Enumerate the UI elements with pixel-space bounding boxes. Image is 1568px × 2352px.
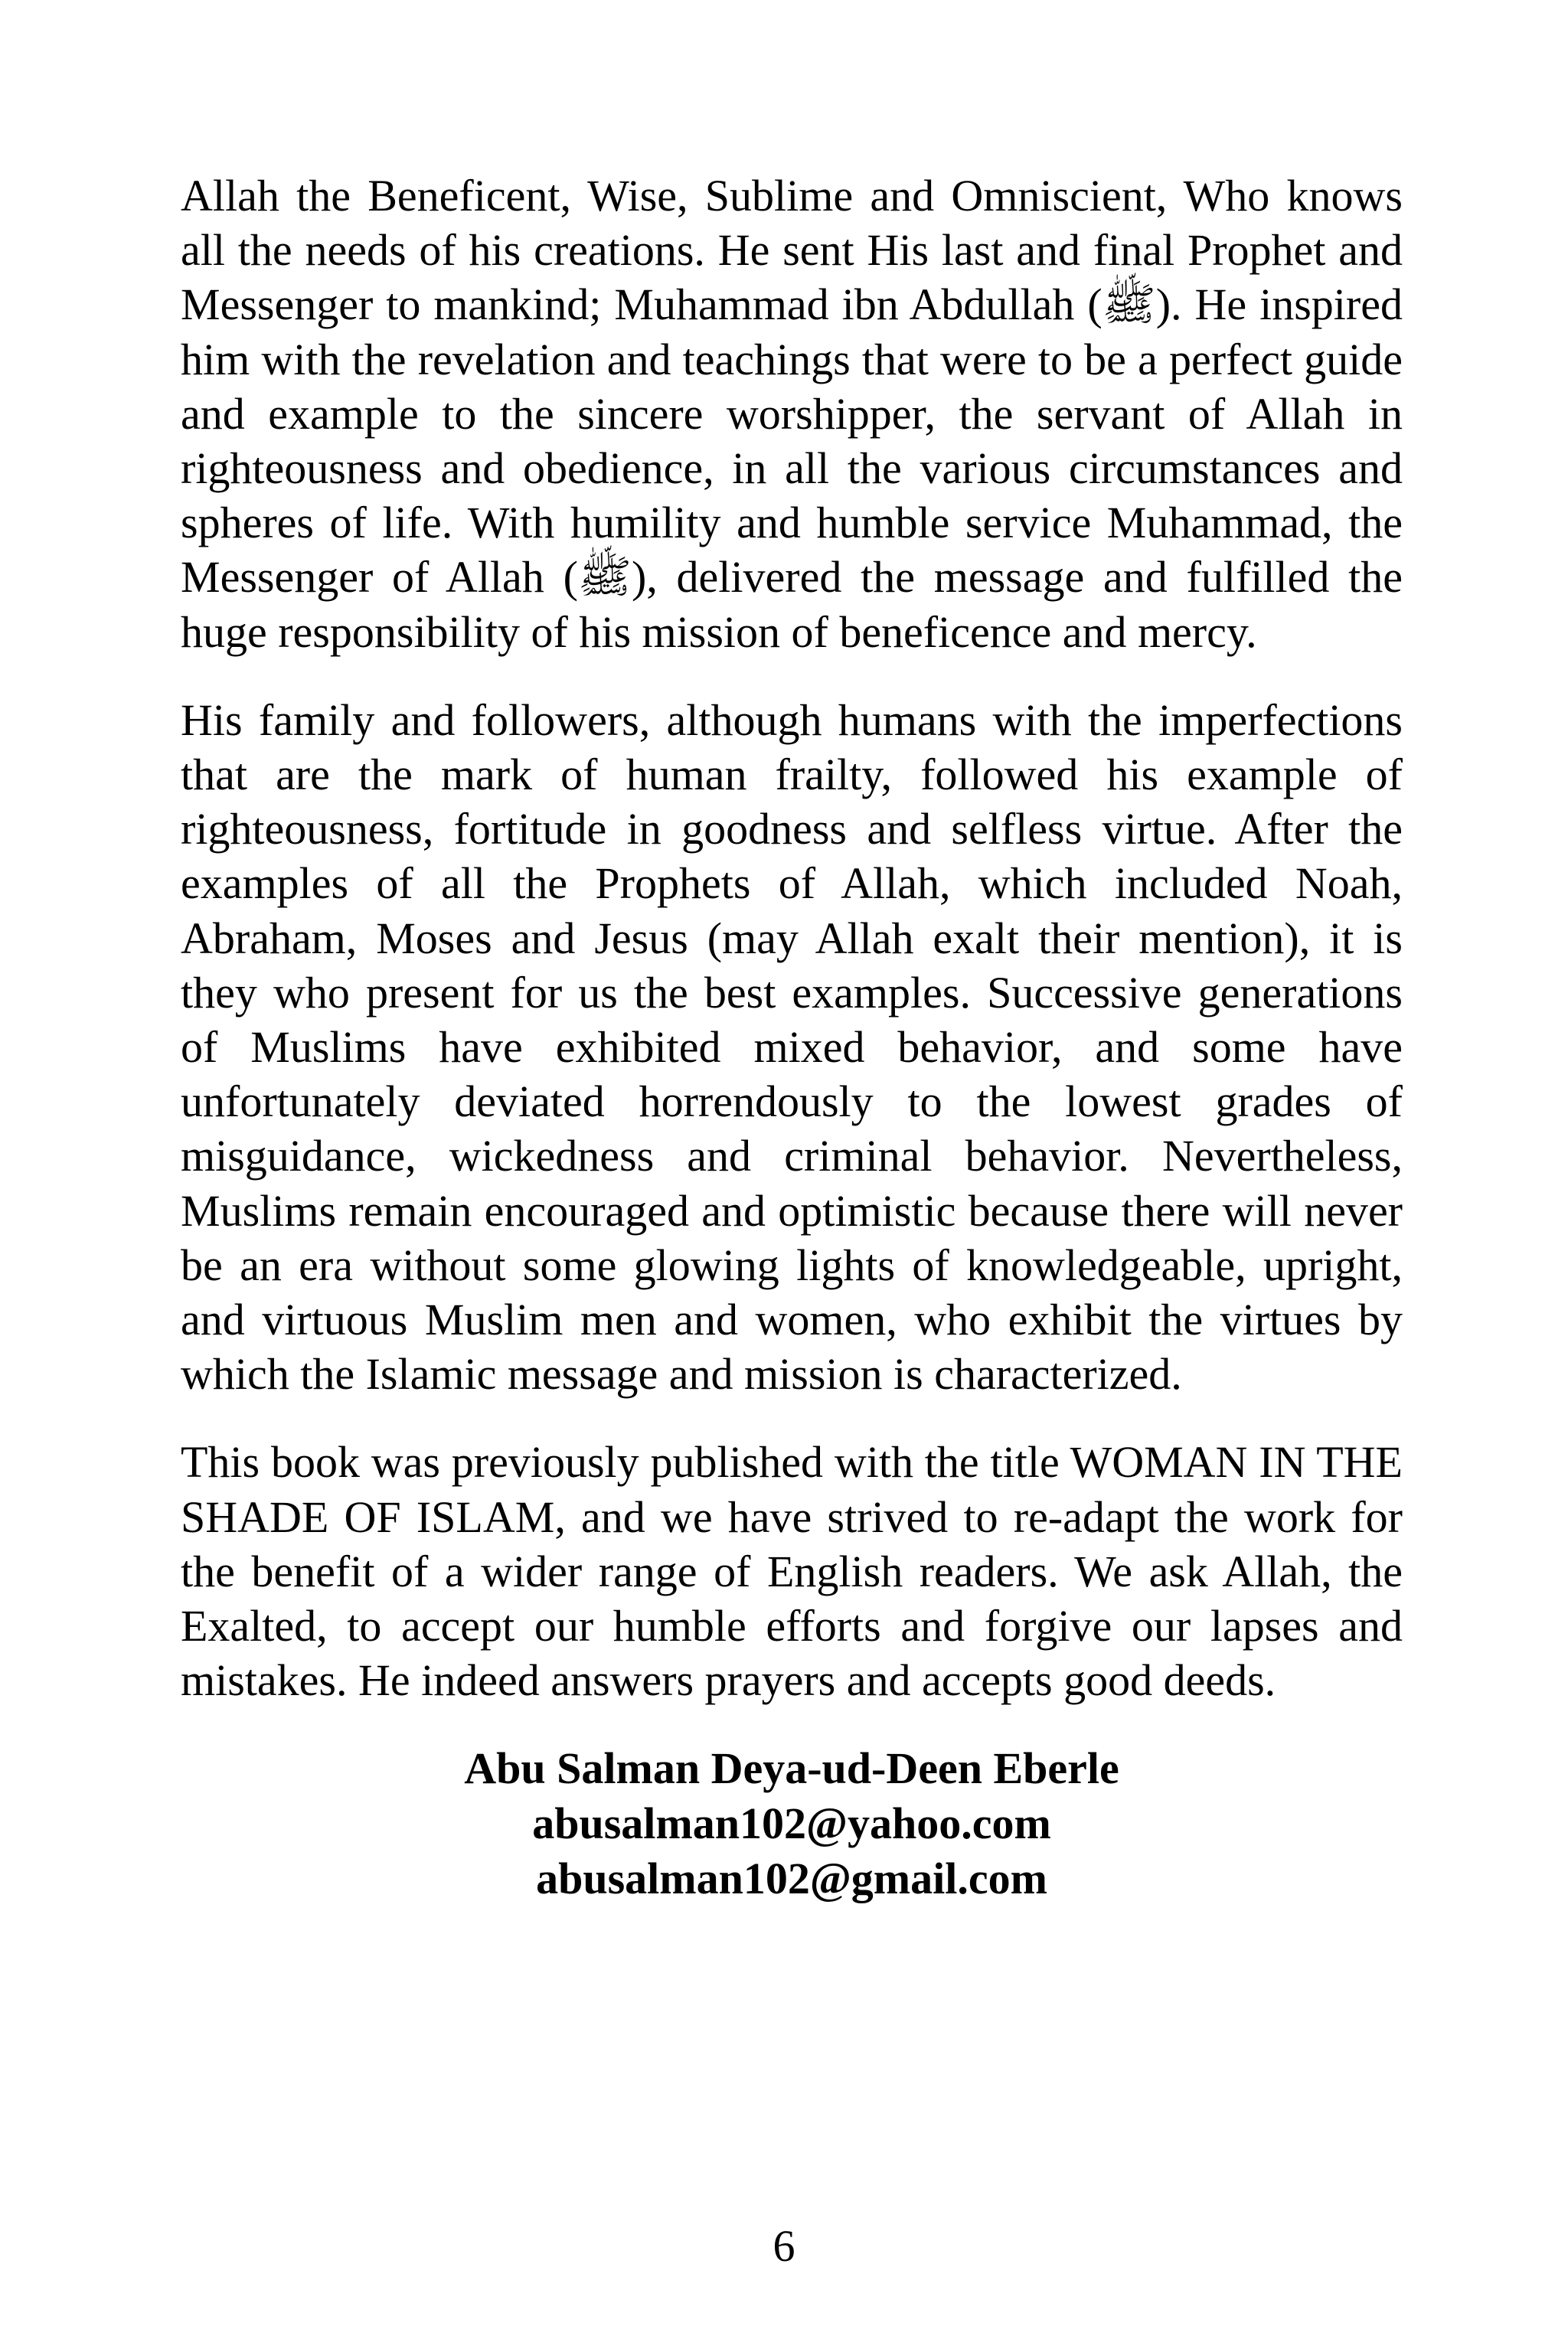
author-email-yahoo: abusalman102@yahoo.com: [532, 1798, 1051, 1849]
page-number: 6: [773, 2221, 795, 2271]
author-name: Abu Salman Deya-ud-Deen Eberle: [464, 1743, 1119, 1794]
paragraph-family-followers: His family and followers, although humans with the imperfections that are the mark of human frailty, followed his example of righteousness, fortitude in goodness and selfless virtue. After the examples of all the Prophets of Allah, which included Noah, Abraham, Moses and Jesus (may Allah exalt their mention), it is they who present for us the best examples. Successive generations of Muslims have exhibited mixed behavior, and some have unfortunately deviated horrendously to the lowest grades of misguidance, wickedness and criminal behavior. Nevertheless, Muslims remain encouraged and optimistic because there will never be an era without some glowing lights of knowledgeable, upright, and virtuous Muslim men and women, who exhibit the virtues by which the Islamic message and mission is characterized.: [181, 694, 1403, 1400]
signature-block: [181, 1741, 1403, 1906]
page-content: [181, 168, 1403, 1906]
author-email-gmail: abusalman102@gmail.com: [536, 1854, 1047, 1904]
paragraph-book-note: This book was previously published with the title WOMAN IN THE SHADE OF ISLAM, and we have strived to re-adapt the work for the benefit of a wider range of English readers. We ask Allah, the Exalted, to accept our humble efforts and forgive our lapses and mistakes. He indeed answers prayers and accepts good deeds.: [181, 1437, 1403, 1706]
paragraph-intro: Allah the Beneficent, Wise, Sublime and Omniscient, Who knows all the needs of his creations. He sent His last and final Prophet and Messenger to mankind; Muhammad ibn Abdullah (ﷺ). He inspired him with the revelation and teachings that were to be a perfect guide and example to the sincere worshipper, the servant of Allah in righteousness and obedience, in all the various circumstances and spheres of life. With humility and humble service Muhammad, the Messenger of Allah (ﷺ), delivered the message and fulfilled the huge responsibility of his mission of beneficence and mercy.: [181, 171, 1403, 657]
